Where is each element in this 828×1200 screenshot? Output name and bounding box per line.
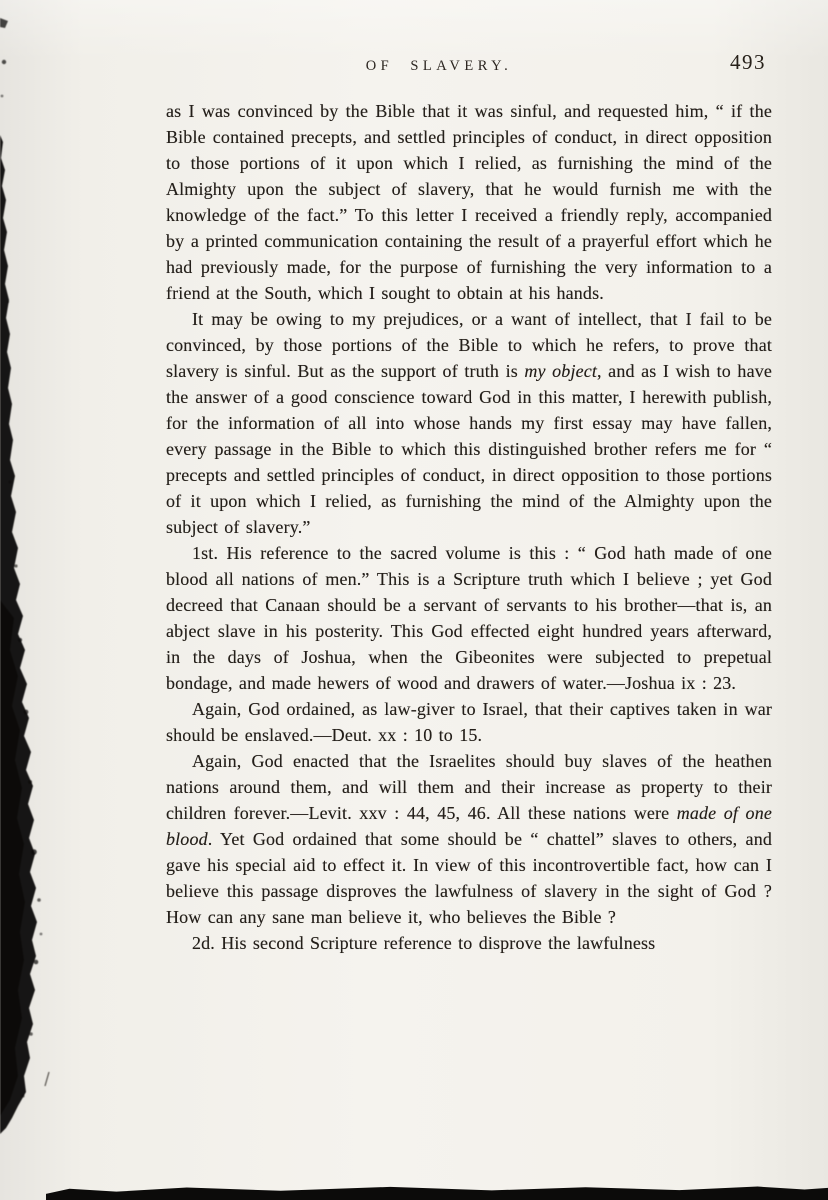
paragraph [166, 98, 772, 306]
running-header: OF SLAVERY. [365, 58, 513, 74]
paragraph [166, 696, 772, 748]
text-segment: , and as I wish to have the answer of a good conscience toward God in this matter, I herewith publish, for the information of all into whose hands my first essay may have fallen, every passage in the Bible to which this distinguished brother refers me for “ precepts and settled principles of conduct, in direct opposition to those portions of it upon which I relied, as furnishing the mind of the Almighty upon the subject of slavery.” [166, 361, 772, 537]
paragraph [166, 540, 772, 696]
text-segment: Again, God enacted that the Israelites should buy slaves of the heathen nations around them, and will them and their increase as property to their children forever.—Levit. xxv : 44, 45, 46. All these nations were [166, 751, 772, 823]
paragraph [166, 930, 772, 956]
text-segment: 2d. His second Scripture reference to disprove the lawfulness [192, 933, 656, 953]
scan-noise-graphic [0, 0, 60, 1200]
text-segment: 1st. His reference to the sacred volume is this : “ God hath made of one blood all nations of men.” This is a Scripture truth which I believe ; yet God decreed that Canaan should be a servant of servants to his brother—that is, an abject slave in his posterity. This God effected eight hundred years afterward, in the days of Joshua, when the Gibeonites were subjected to prepetual bondage, and made hewers of wood and drawers of water.—Joshua ix : 23. [166, 543, 772, 693]
page-body [166, 98, 772, 956]
scan-artifact-left [0, 0, 60, 1200]
italic-text-segment: my object [524, 361, 598, 381]
page-number: 493 [730, 50, 766, 74]
text-segment: . Yet God ordained that some should be “ chattel” slaves to others, and gave his special aid to effect it. In view of this incontrovertible fact, how can I believe this passage disproves the lawfulness of slavery in the sight of God ? How can any sane man believe it, who believes the Bible ? [166, 829, 772, 927]
paragraph [166, 306, 772, 540]
page-header [166, 50, 772, 82]
italic-text-segment: made of one blood [166, 803, 772, 849]
scan-artifact-bottom [46, 1184, 828, 1200]
text-segment: It may be owing to my prejudices, or a want of intellect, that I fail to be convinced, by those portions of the Bible to which he refers, to prove that slavery is sinful. But as the support of truth is [166, 309, 772, 381]
text-segment: Again, God ordained, as law-giver to Israel, that their captives taken in war should be enslaved.—Deut. xx : 10 to 15. [166, 699, 772, 745]
paragraph [166, 748, 772, 930]
text-segment: as I was convinced by the Bible that it was sinful, and requested him, “ if the Bible contained precepts, and settled principles of conduct, in direct opposition to those portions of it upon which I relied, as furnishing the mind of the Almighty upon the subject of slavery, that he would furnish me with the knowledge of the fact.” To this letter I received a friendly reply, accompanied by a printed communication containing the result of a prayerful effort which he had previously made, for the purpose of furnishing the very information to a friend at the South, which I sought to obtain at his hands. [166, 101, 772, 303]
